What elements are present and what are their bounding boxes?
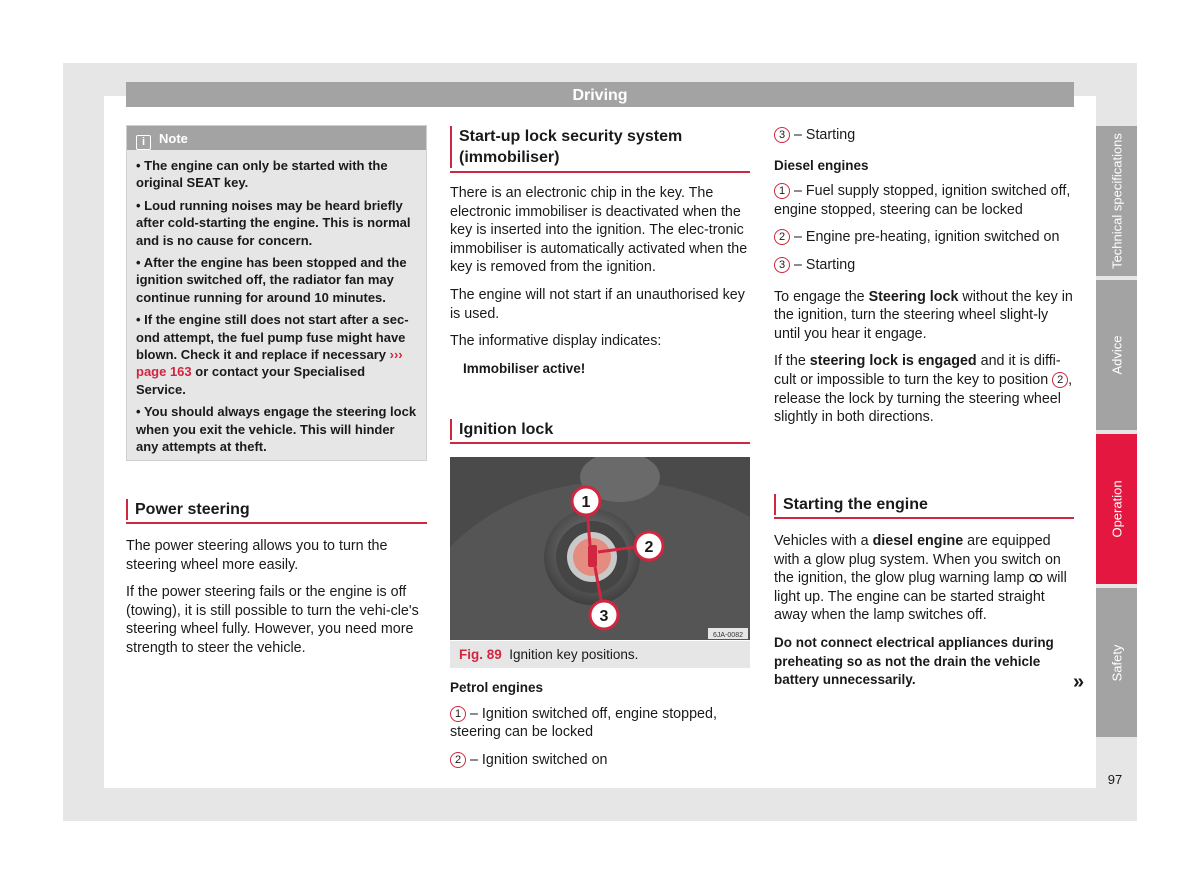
tab-safety[interactable]: Safety [1096,588,1137,737]
list-item: 3 – Starting [774,256,1074,275]
position-1-label: 1 [581,494,591,511]
note-item: • You should always engage the steering lock when you exit the vehicle. This will hinder any attempts at theft. [136,404,417,455]
list-item: 1 – Fuel supply stopped, ignition switched off, engine stopped, steering can be locked [774,183,1071,218]
paragraph: To engage the Steering lock without the key in the ignition, turn the steering wheel slight-ly until you hear it engage. [774,288,1073,342]
figure-caption: Fig. 89 Ignition key positions. [450,641,750,668]
display-message: Immobiliser active! [463,360,586,376]
page-link[interactable]: ››› page 163 [136,347,403,380]
immobiliser-text [450,184,750,387]
note-item: • Loud running noises may be heard briefly after cold-starting the engine. This is normal and is no cause for concern. [136,197,411,248]
note-box [126,125,427,461]
list-item: 3 – Starting [774,126,1074,145]
position-2-label: 2 [644,539,654,556]
note-item: • If the engine still does not start after a sec-ond attempt, the fuel pump fuse might have blown. Check it and replace if necessary ››› page 163 or contact your Specialised Service. [136,312,409,397]
divider [126,522,427,524]
divider [450,171,750,173]
petrol-engines [450,679,750,778]
paragraph: If the steering lock is engaged and it is diffi-cult or impossible to turn the key to position 2 , release the lock by turning the steering wheel slightly in both directions. [774,353,1073,426]
list-item: 1 – Ignition switched off, engine stopped, steering can be locked [450,705,717,741]
diesel-title: Diesel engines [774,157,869,173]
power-steering-text [126,537,426,667]
chapter-header: Driving [126,82,1074,107]
starting-title: Starting the engine [774,494,1073,515]
tab-technical-specifications[interactable]: Technical specifications [1096,126,1137,276]
petrol-title: Petrol engines [450,680,544,695]
figure-code: 6JA-0082 [713,632,743,639]
info-icon: i [136,135,151,150]
position-3-label: 3 [599,608,609,625]
continue-icon: » [1073,671,1085,693]
paragraph: Vehicles with a diesel engine are equipped with a glow plug system. When you switch on the ignition, the glow plug warning lamp ꝏ will light up. The engine can be started straight away when the lamp switches off. [774,533,1067,624]
note-header [127,126,426,150]
note-item: • The engine can only be started with the original SEAT key. [136,158,388,191]
paragraph: There is an electronic chip in the key. The electronic immobiliser is deactivated when the key is inserted into the ignition. The elec-tronic immobiliser is automatically activated when the key is removed from the ignition. [450,185,748,276]
glow-plug-icon: ꝏ [1028,570,1043,587]
divider [450,442,750,444]
ignition-continued [774,126,1074,436]
immobiliser-title: Start-up lock security system (immobiliser) [450,126,749,168]
power-steering-title: Power steering [126,499,436,520]
divider [774,517,1074,519]
page-number: 97 [1107,772,1123,787]
tab-advice[interactable]: Advice [1096,280,1137,430]
starting-text [774,532,1074,699]
paragraph: If the power steering fails or the engine is off (towing), it is still possible to turn the vehi-cle's steering wheel fully. However, you need more strength to steer the vehicle. [126,584,419,656]
note-item: • After the engine has been stopped and the ignition switched off, the radiator fan may continue running for around 10 minutes. [136,255,407,305]
ignition-illustration [450,457,750,640]
warning-text: Do not connect electrical appliances during preheating so as not the drain the vehicle battery unnecessarily. [774,634,1054,688]
note-body [127,150,426,456]
note-label: Note [159,131,188,146]
list-item: 2 – Ignition switched on [450,751,750,770]
list-item: 2 – Engine pre-heating, ignition switched on [774,228,1074,247]
paragraph: The power steering allows you to turn the steering wheel more easily. [126,538,388,573]
paragraph: The informative display indicates: [450,333,662,350]
ignition-lock-title: Ignition lock [450,419,749,440]
ignition-figure [450,457,750,640]
paragraph: The engine will not start if an unauthorised key is used. [450,286,745,322]
tab-operation[interactable]: Operation [1096,434,1137,584]
